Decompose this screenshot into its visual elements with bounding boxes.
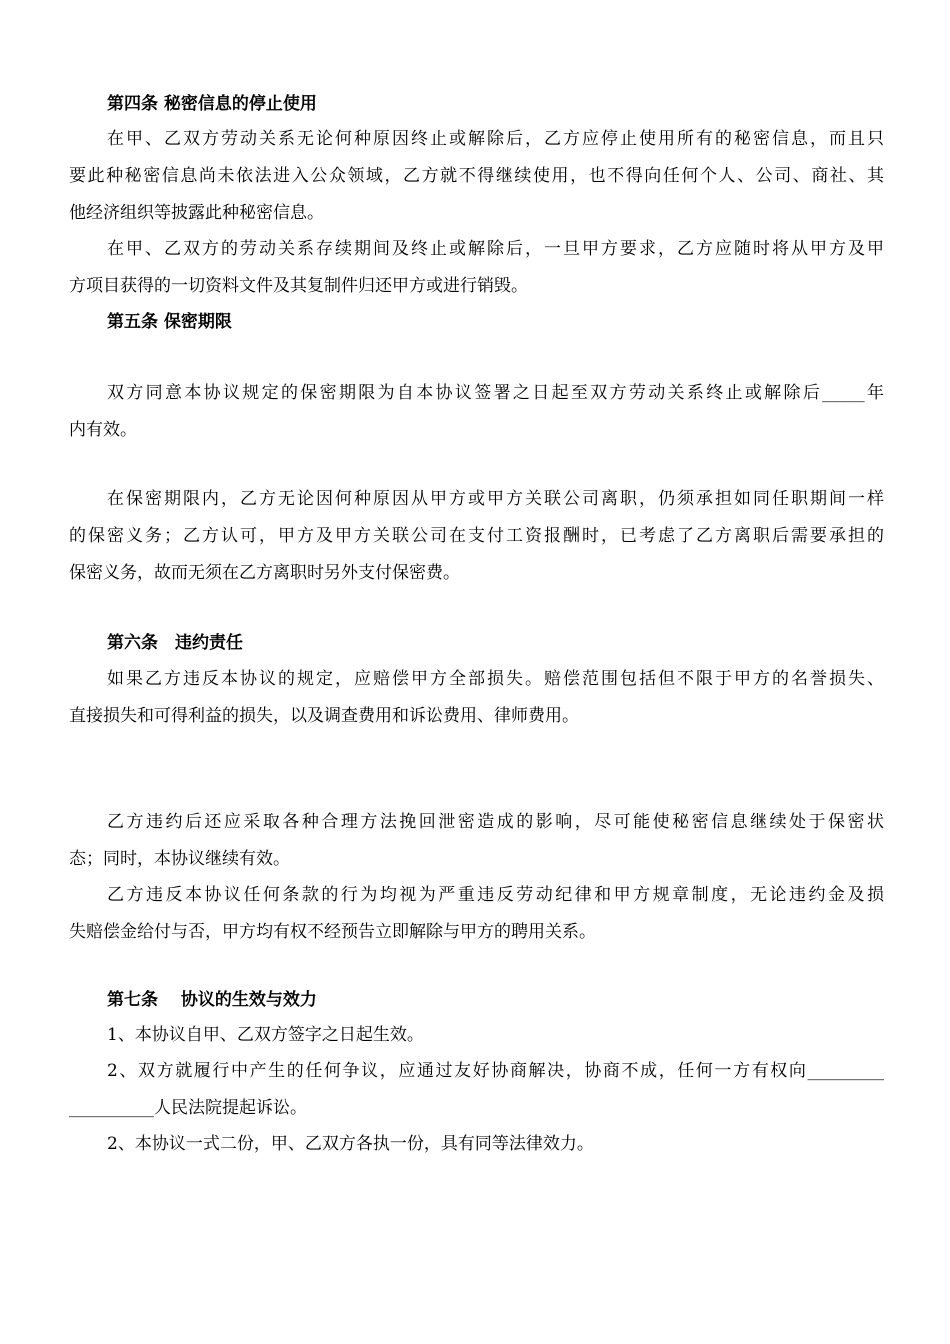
article-4-paragraph-2-line-1: 在甲、乙双方的劳动关系存续期间及终止或解除后，一旦甲方要求，乙方应随时将从甲方及甲 xyxy=(107,239,884,259)
article-7-item-2-line-1: 2、双方就履行中产生的任何争议，应通过友好协商解决，协商不成，任何一方有权向_________ xyxy=(107,1061,884,1081)
article-5-paragraph-2-line-1: 在保密期限内，乙方无论因何种原因从甲方或甲方关联公司离职，仍须承担如同任职期间一样 xyxy=(107,489,884,509)
article-6-paragraph-1-line-2: 直接损失和可得利益的损失，以及调查费用和诉讼费用、律师费用。 xyxy=(69,706,579,726)
article-5-heading: 第五条 保密期限 xyxy=(107,312,232,332)
article-4-heading: 第四条 秘密信息的停止使用 xyxy=(107,94,317,114)
article-6-paragraph-3-line-1: 乙方违反本协议任何条款的行为均视为严重违反劳动纪律和甲方规章制度，无论违约金及损 xyxy=(107,885,884,905)
article-4-paragraph-1-line-2: 要此种秘密信息尚未依法进入公众领域，乙方就不得继续使用，也不得向任何个人、公司、商社、其 xyxy=(69,166,884,186)
article-6-paragraph-2-line-2: 态；同时，本协议继续有效。 xyxy=(69,849,290,869)
article-7-item-3: 2、本协议一式二份，甲、乙双方各执一份，具有同等法律效力。 xyxy=(107,1134,594,1154)
article-6-paragraph-3-line-2: 失赔偿金给付与否，甲方均有权不经预告立即解除与甲方的聘用关系。 xyxy=(69,922,596,942)
article-5-paragraph-1-line-1: 双方同意本协议规定的保密期限为自本协议签署之日起至双方劳动关系终止或解除后_____年 xyxy=(107,383,884,403)
article-6-paragraph-2-line-1: 乙方违约后还应采取各种合理方法挽回泄密造成的影响，尽可能使秘密信息继续处于保密状 xyxy=(107,812,884,832)
article-7-heading: 第七条 协议的生效与效力 xyxy=(107,990,317,1010)
article-4-paragraph-2-line-2: 方项目获得的一切资料文件及其复制件归还甲方或进行销毁。 xyxy=(69,276,528,296)
article-4-paragraph-1-line-3: 他经济组织等披露此种秘密信息。 xyxy=(69,203,324,223)
article-5-paragraph-1-line-2: 内有效。 xyxy=(69,420,137,440)
article-7-item-1: 1、本协议自甲、乙双方签字之日起生效。 xyxy=(107,1025,424,1045)
article-5-paragraph-2-line-3: 保密义务，故而无须在乙方离职时另外支付保密费。 xyxy=(69,563,460,583)
article-6-paragraph-1-line-1: 如果乙方违反本协议的规定，应赔偿甲方全部损失。赔偿范围包括但不限于甲方的名誉损失、 xyxy=(107,669,884,689)
article-7-item-2-line-2: __________人民法院提起诉讼。 xyxy=(69,1098,307,1118)
article-4-paragraph-1-line-1: 在甲、乙双方劳动关系无论何种原因终止或解除后，乙方应停止使用所有的秘密信息，而且只 xyxy=(107,129,884,149)
article-5-paragraph-2-line-2: 的保密义务；乙方认可，甲方及甲方关联公司在支付工资报酬时，已考虑了乙方离职后需要承担的 xyxy=(69,526,884,546)
article-6-heading: 第六条 违约责任 xyxy=(107,633,243,653)
